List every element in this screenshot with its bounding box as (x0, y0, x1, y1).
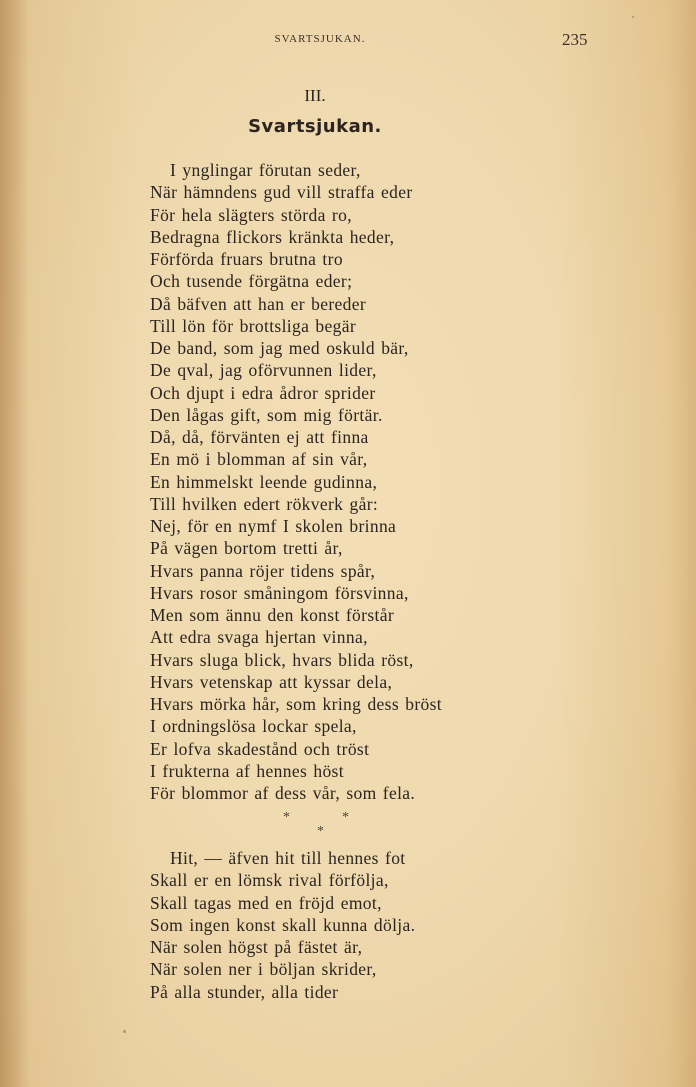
poem-title: Svartsjukan. (248, 116, 382, 137)
asterism-star: * (317, 824, 324, 839)
poem-line: En himmelskt leende gudinna, (150, 471, 378, 492)
poem-line: Hvars rosor småningom försvinna, (150, 582, 409, 603)
running-head: SVARTSJUKAN. (274, 33, 366, 45)
poem-line: När hämndens gud vill straffa eder (150, 182, 413, 203)
poem-line: Till hvilken edert rökverk går: (150, 493, 379, 514)
poem-line: På vägen bortom tretti år, (150, 538, 343, 559)
asterism-star: * (283, 810, 290, 825)
poem-line: Då bäfven att han er bereder (150, 293, 367, 314)
poem-line: Er lofva skadestånd och tröst (150, 738, 370, 759)
page-gutter-shadow (0, 0, 30, 1087)
poem-line: När solen ner i böljan skrider, (150, 959, 377, 980)
asterism-star: * (342, 810, 349, 825)
poem-line: För hela slägters störda ro, (150, 204, 352, 225)
poem-line: Men som ännu den konst förstår (150, 605, 395, 625)
paper-speck (632, 16, 634, 18)
poem-line: Och djupt i edra ådror sprider (150, 382, 376, 403)
poem-line: Nej, för en nymf I skolen brinna (150, 516, 397, 536)
poem-line: Då, då, förvänten ej att finna (150, 427, 369, 447)
poem-line: Hvars mörka hår, som kring dess bröst (150, 694, 442, 714)
paper-speck (123, 1030, 126, 1033)
poem-stanza-2 (150, 847, 415, 1003)
poem-line: Hvars sluga blick, hvars blida röst, (150, 649, 414, 670)
poem-line: I ynglingar förutan seder, (170, 160, 361, 180)
poem-stanza-1 (150, 159, 442, 804)
poem-line: Som ingen konst skall kunna dölja. (150, 914, 416, 935)
poem-line: Förförda fruars brutna tro (150, 249, 343, 269)
page-number: 235 (562, 30, 588, 49)
poem-line: När solen högst på fästet är, (150, 937, 363, 957)
poem-line: På alla stunder, alla tider (150, 981, 339, 1002)
poem-line: Hvars vetenskap att kyssar dela, (150, 671, 393, 692)
poem-line: De qval, jag oförvunnen lider, (150, 360, 377, 381)
poem-line: Hit, — äfven hit till hennes fot (170, 848, 406, 868)
poem-line: Skall tagas med en fröjd emot, (150, 892, 382, 913)
poem-line: En mö i blomman af sin vår, (150, 449, 368, 470)
poem-line: I ordningslösa lockar spela, (150, 716, 357, 737)
poem-line: Till lön för brottsliga begär (150, 315, 357, 336)
poem-line: De band, som jag med oskuld bär, (150, 338, 409, 358)
poem-line: I frukterna af hennes höst (150, 760, 344, 781)
poem-line: Och tusende förgätna eder; (150, 271, 353, 292)
poem-line: För blommor af dess vår, som fela. (150, 783, 416, 803)
poem-line: Hvars panna röjer tidens spår, (150, 560, 376, 581)
section-number: III. (304, 86, 326, 105)
poem-line: Bedragna flickors kränkta heder, (150, 226, 395, 247)
poem-line: Att edra svaga hjertan vinna, (150, 627, 368, 648)
poem-line: Den lågas gift, som mig förtär. (150, 404, 383, 425)
poem-line: Skall er en lömsk rival förfölja, (150, 870, 389, 891)
